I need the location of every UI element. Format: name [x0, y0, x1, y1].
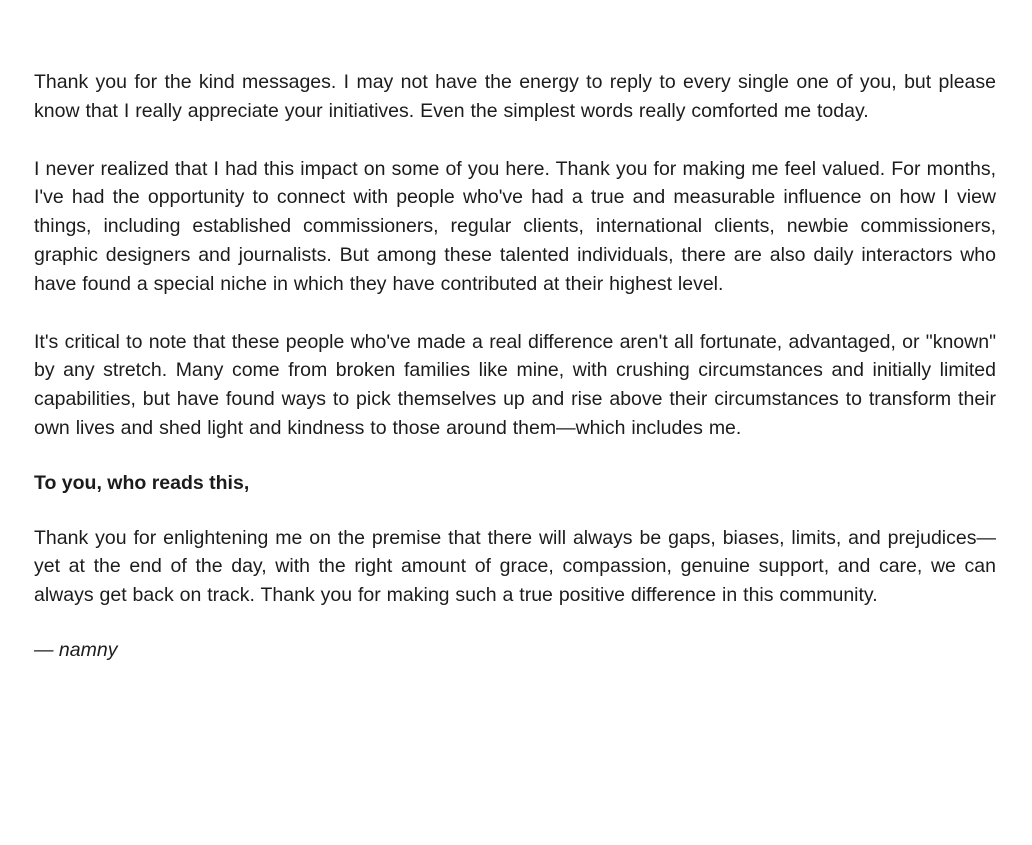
signature: — namny — [34, 638, 118, 661]
greeting-heading: To you, who reads this, — [34, 471, 250, 494]
paragraph-closing: Thank you for enlightening me on the premise that there will always be gaps, biases, limits, and prejudices—yet at the end of the day, with the right amount of grace, compassion, genuine support, and care, we can always get back on track. Thank you for making such a true positive difference in this community. — [34, 526, 996, 607]
paragraph-thanks: Thank you for the kind messages. I may not have the energy to reply to every single one of you, but please know that I really appreciate your initiatives. Even the simplest words really comforted me today. — [34, 71, 996, 122]
paragraph-difference: It's critical to note that these people who've made a real difference aren't all fortunate, advantaged, or "known" by any stretch. Many come from broken families like mine, with crushing circumstances and initially limited capabilities, but have found ways to pick themselves up and rise above their circumstances to transform their own lives and shed light and kindness to those around them—which includes me. — [34, 330, 996, 439]
paragraph-impact: I never realized that I had this impact on some of you here. Thank you for making me feel valued. For months, I've had the opportunity to connect with people who've had a true and measurable influence on how I view things, including established commissioners, regular clients, international clients, newbie commissioners, graphic designers and journalists. But among these talented individuals, there are also daily interactors who have found a special niche in which they have contributed at their highest level. — [34, 157, 996, 295]
